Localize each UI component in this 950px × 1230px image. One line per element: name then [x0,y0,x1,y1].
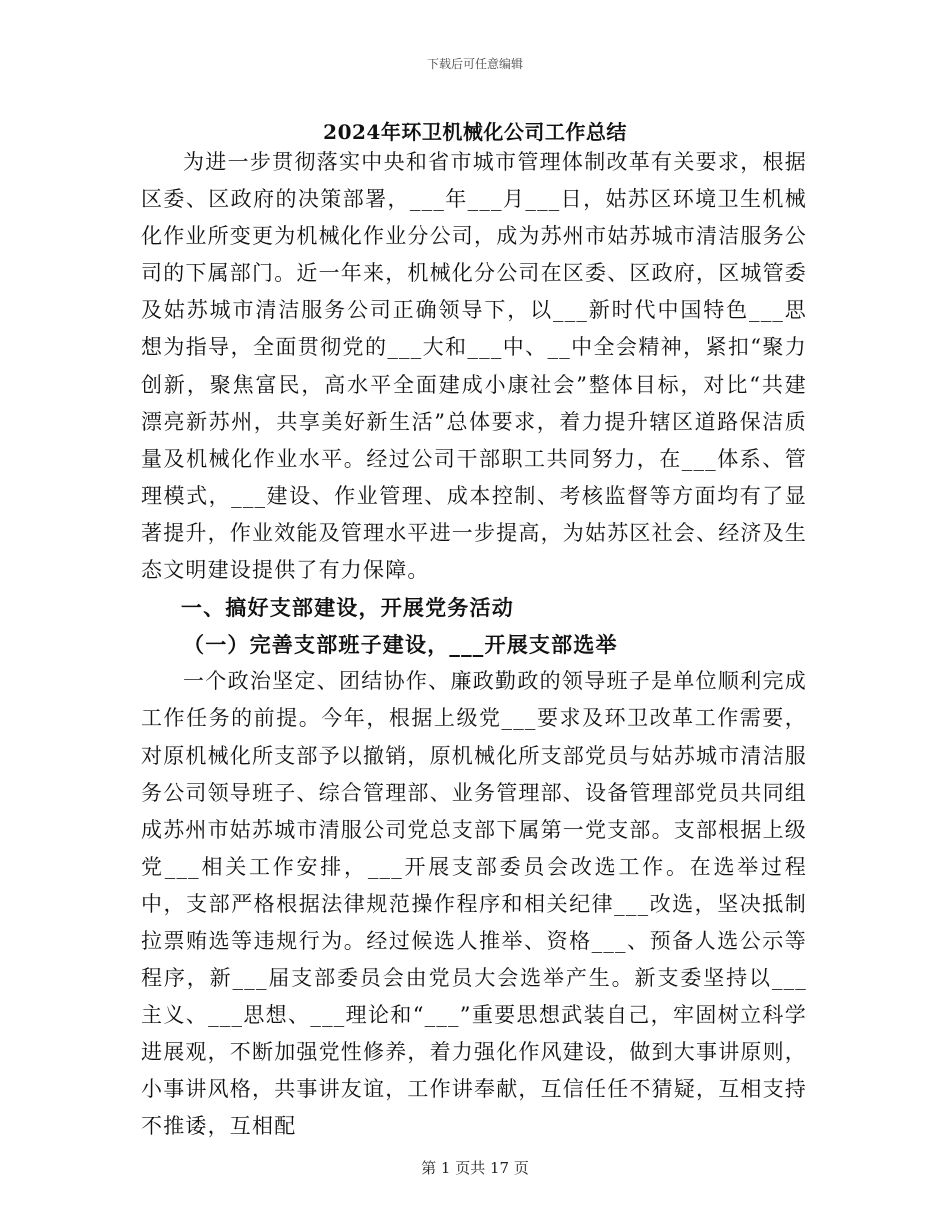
document-body [141,144,807,1146]
section-heading-1: 一、搞好支部建设，开展党务活动 [180,595,514,621]
page-number: 第 1 页共 17 页 [421,1159,529,1177]
subsection-heading-1: （一）完善支部班子建设，___开展支部选举 [183,632,618,658]
document-title: 2024年环卫机械化公司工作总结 [323,120,627,144]
body-paragraph-1: 一个政治坚定、团结协作、廉政勤政的领导班子是单位顺利完成工作任务的前提。今年，根据上级党___要求及环卫改革工作需要，对原机械化所支部予以撤销，原机械化所支部党员与姑苏城市清洁服务公司领导班子、综合管理部、业务管理部、设备管理部党员共同组成苏州市姑苏城市清服公司党总支部下属第一党支部。支部根据上级党___相关工作安排，___开展支部委员会改选工作。在选举过程中，支部严格根据法律规范操作程序和相关纪律___改选，坚决抵制拉票贿选等违规行为。经过候选人推举、资格___、预备人选公示等程序，新___届支部委员会由党员大会选举产生。新支委坚持以___主义、___思想、___理论和“___”重要思想武装自己，牢固树立科学进展观，不断加强党性修养，着力强化作风建设，做到大事讲原则，小事讲风格，共事讲友谊，工作讲奉献，互信任任不猜疑，互相支持不推诿，互相配 [141,669,807,1139]
intro-paragraph: 为进一步贯彻落实中央和省市城市管理体制改革有关要求，根据区委、区政府的决策部署，___年___月___日，姑苏区环境卫生机械化作业所变更为机械化作业分公司，成为苏州市姑苏城市清洁服务公司的下属部门。近一年来，机械化分公司在区委、区政府，区城管委及姑苏城市清洁服务公司正确领导下，以___新时代中国特色___思想为指导，全面贯彻党的___大和___中、__中全会精神，紧扣“聚力创新，聚焦富民，高水平全面建成小康社会”整体目标，对比“共建漂亮新苏州，共享美好新生活”总体要求，着力提升辖区道路保洁质量及机械化作业水平。经过公司干部职工共同努力，在___体系、管理模式，___建设、作业管理、成本控制、考核监督等方面均有了显著提升，作业效能及管理水平进一步提高，为姑苏区社会、经济及生态文明建设提供了有力保障。 [141,150,807,583]
header-note: 下载后可任意编辑 [426,57,523,71]
